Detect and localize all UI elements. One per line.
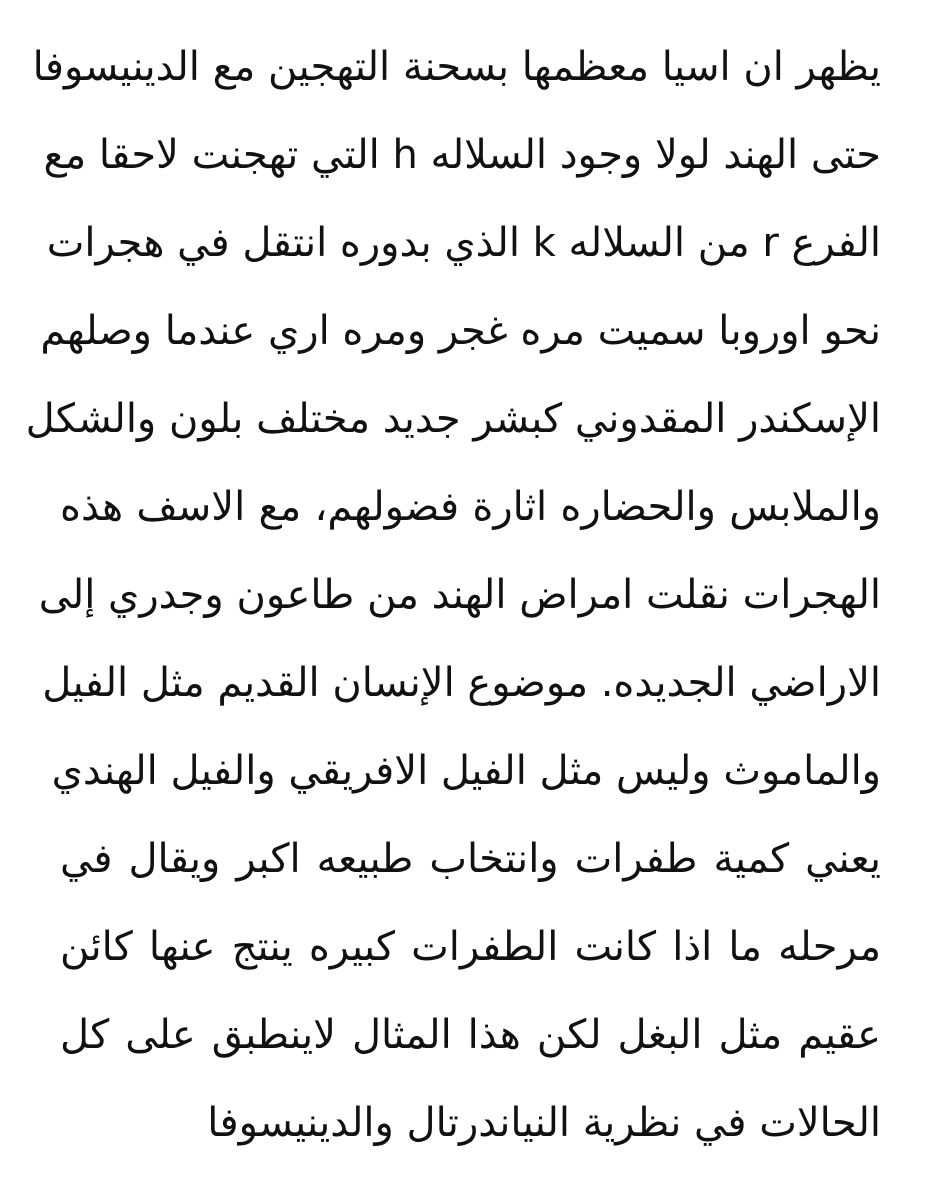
- text-line: والماموث وليس مثل الفيل الافريقي والفيل الهندي: [51, 748, 881, 794]
- text-line: نحو اوروبا سميت مره غجر ومره اري عندما وصلهم: [40, 308, 881, 354]
- text-line: مرحله ما اذا كانت الطفرات كبيره ينتج عنها كائن: [60, 924, 881, 970]
- text-line: الاراضي الجديده. موضوع الإنسان القديم مثل الفيل: [42, 660, 881, 706]
- text-line: حتى الهند لولا وجود السلاله h التي تهجنت لاحقا مع: [43, 132, 881, 178]
- text-line: الفرع r من السلاله k الذي بدوره انتقل في هجرات: [46, 220, 881, 266]
- text-line: الحالات في نظرية النياندرتال والدينيسوفا: [207, 1100, 881, 1146]
- text-line: الإسكندر المقدوني كبشر جديد مختلف بلون والشكل: [25, 396, 881, 442]
- text-line: والملابس والحضاره اثارة فضولهم، مع الاسف هذه: [60, 484, 881, 530]
- text-line: يعني كمية طفرات وانتخاب طبيعه اكبر ويقال في: [60, 836, 881, 882]
- text-line: الهجرات نقلت امراض الهند من طاعون وجدري إلى: [38, 572, 881, 618]
- article-text: [25, 23, 881, 1167]
- text-line: عقيم مثل البغل لكن هذا المثال لاينطبق على كل: [60, 1012, 881, 1058]
- text-line: يظهر ان اسيا معظمها بسحنة التهجين مع الدينيسوفا: [32, 44, 881, 90]
